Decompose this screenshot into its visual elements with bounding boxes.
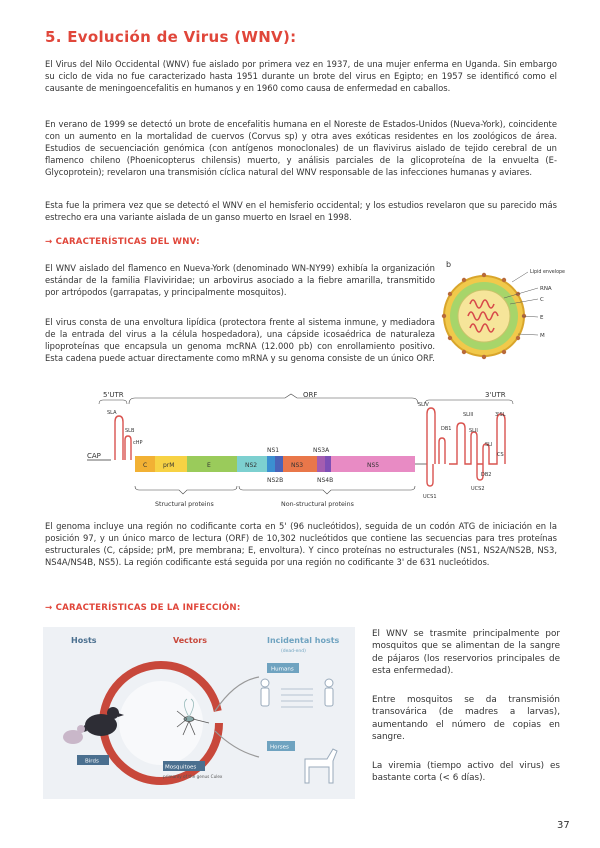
virion-label-m: M bbox=[540, 333, 545, 339]
ns-label-ns3a: NS3A bbox=[313, 447, 330, 454]
segment-label-c: C bbox=[143, 462, 148, 469]
segment-ns1-band bbox=[267, 456, 275, 472]
genome-3-stemloops bbox=[427, 408, 505, 486]
virion-label-c: C bbox=[540, 297, 544, 303]
virion-label-rna: RNA bbox=[540, 286, 552, 292]
segment-ns3a-band bbox=[317, 456, 325, 472]
intro-paragraph-2 bbox=[45, 118, 557, 178]
genome-label-db1: DB1 bbox=[441, 426, 452, 432]
section-heading-infection: → CARACTERÍSTICAS DE LA INFECCIÓN: bbox=[45, 603, 241, 613]
genome-5-stemloops bbox=[115, 416, 131, 460]
wnv-paragraph-1: El WNV aislado del flamenco en Nueva-York (denominado WN-NY99) exhibía la organización estándar de la familia Flaviviridae; un arbovirus asociado a la fiebre amarilla, transmitido por artrópodos (garrapatas, y principalmente mosquitos). bbox=[45, 263, 435, 298]
segment-label-ns2: NS2 bbox=[245, 462, 258, 469]
virion-capsid bbox=[458, 290, 510, 342]
infection-cycle-figure bbox=[43, 627, 355, 799]
genome-label-5utr: 5'UTR bbox=[103, 391, 124, 399]
genome-label-ucs1: UCS1 bbox=[423, 494, 437, 500]
virion-diagram bbox=[440, 258, 568, 373]
segment-label-e: E bbox=[207, 462, 211, 469]
genome-label-ucs2: UCS2 bbox=[471, 486, 485, 492]
genome-label-slb: SLB bbox=[125, 428, 135, 434]
infection-paragraph-3: La viremia (tiempo activo del virus) es bastante corta (< 6 días). bbox=[372, 761, 560, 784]
infection-paragraph-1: El WNV se trasmite principalmente por mosquitos que se alimentan de la sangre de pájaros (los reservorios principales de esta enfermedad). bbox=[372, 629, 560, 676]
figure-label-birds: Birds bbox=[85, 758, 99, 765]
genome-label-sliv: SLIV bbox=[418, 402, 429, 408]
page-number: 37 bbox=[557, 820, 570, 831]
figure-label-culex: primarily of the genus Culex bbox=[163, 774, 223, 779]
genome-label-sli: SLI bbox=[485, 442, 493, 448]
figure-label-horses: Horses bbox=[270, 744, 289, 751]
page-title: 5. Evolución de Virus (WNV): bbox=[45, 28, 297, 46]
intro-paragraph-2-text: En verano de 1999 se detectó un brote de encefalitis humana en el Noreste de Estados-Unidos (Nueva-York), coincidente con un aumento en la mortalidad de cuervos (Corvus sp) y otra aves exóticas residentes en los zoológicos de área. Estudios de secuenciación genómica (con antígenos monoclonales) de un flavivirus aislado de tejido cerebral de un flamenco chileno (Phoenicopterus chilensis) muerto, y análisis parciales de la glicoproteína de la envuelta (E-Glycoprotein); revelaron una transmisión cíclica natural del WNV responsable de las infecciones humanas y aviares. bbox=[45, 119, 557, 178]
wnv-paragraph-2: El virus consta de una envoltura lipídica (protectora frente al sistema inmune, y mediadora de la entrada del virus a la célula hospedadora), una cápside icosaédrica de naturaleza lipoproteínas que encapsula un genoma mcRNA (12.000 pb) con enrollamiento positivo. Esta cadena puede actuar directamente como mRNA y su genoma consiste de un único ORF. bbox=[45, 317, 435, 364]
genome-label-db2: DB2 bbox=[481, 472, 492, 478]
genome-label-sla: SLA bbox=[107, 410, 117, 416]
genome-label-chp: cHP bbox=[133, 440, 143, 446]
segment-label-ns5: NS5 bbox=[367, 462, 380, 469]
genome-label-cap: CAP bbox=[87, 452, 101, 460]
section-heading-wnv: → CARACTERÍSTICAS DEL WNV: bbox=[45, 237, 200, 247]
figure-label-vectors: Vectors bbox=[173, 636, 207, 645]
genome-label-cs: CS bbox=[497, 452, 504, 458]
segment-label-prm: prM bbox=[163, 462, 175, 469]
ns-label-ns4b: NS4B bbox=[317, 477, 334, 484]
ns-label-ns2b: NS2B bbox=[267, 477, 284, 484]
genome-diagram bbox=[85, 386, 525, 516]
genome-label-3sl: 3'SL bbox=[495, 412, 506, 418]
genome-label-structural: Structural proteins bbox=[155, 501, 214, 508]
virion-label-envelope: Lipid envelope bbox=[530, 270, 565, 275]
genome-label-sliii: SLIII bbox=[463, 412, 474, 418]
segment-label-ns3: NS3 bbox=[291, 462, 304, 469]
virion-label-e: E bbox=[540, 315, 544, 321]
figure-label-hosts: Hosts bbox=[71, 636, 97, 645]
genome-label-nonstructural: Non-structural proteins bbox=[281, 501, 354, 508]
intro-paragraph-1: El Virus del Nilo Occidental (WNV) fue aislado por primera vez en 1937, de una mujer enferma en Uganda. Sin embargo su ciclo de vida no fue caracterizado hasta 1951 durante un brote del virus en Egipto; en 1957 se identificó como el causante de meningoencefalitis en humanos y en 1960 como causa de enfermedad en caballos. bbox=[45, 59, 557, 94]
figure-label-incidental-hosts: Incidental hosts bbox=[267, 636, 340, 645]
figure-label-humans: Humans bbox=[271, 666, 294, 673]
infection-paragraph-2: Entre mosquitos se da transmisión transovárica (de madres a larvas), aumentando el número de copias en sangre. bbox=[372, 695, 560, 742]
segment-e bbox=[187, 456, 237, 472]
figure-label-dead-end: (dead-end) bbox=[281, 649, 306, 654]
genome-label-3utr: 3'UTR bbox=[485, 391, 506, 399]
ns-label-ns1: NS1 bbox=[267, 447, 280, 454]
segment-ns4b-band bbox=[325, 456, 331, 472]
genome-label-slii: SLII bbox=[469, 428, 478, 434]
virion-panel-letter: b bbox=[446, 260, 452, 269]
genome-paragraph: El genoma incluye una región no codificante corta en 5' (96 nucleótidos), seguida de un codón ATG de iniciación en la posición 97, y un único marco de lectura (ORF) de 10,302 nucleótidos que contiene las secuencias para tres proteínas estructurales (C, cápside; prM, pre membrana; E, envoltura). Y cinco proteínas no estructurales (NS1, NS2A/NS2B, NS3, NS4A/NS4B, NS5). La región codificante está seguida por una región no codificante 3' de 631 nucleótidos. bbox=[45, 521, 557, 568]
intro-paragraph-3: Esta fue la primera vez que se detectó el WNV en el hemisferio occidental; y los estudios revelaron que su parecido más estrecho era una variante aislada de un ganso muerto en Israel en 1998. bbox=[45, 200, 557, 223]
genome-label-orf: ORF bbox=[303, 391, 318, 399]
figure-label-mosquitoes: Mosquitoes bbox=[165, 764, 197, 771]
segment-ns2b-band bbox=[275, 456, 283, 472]
